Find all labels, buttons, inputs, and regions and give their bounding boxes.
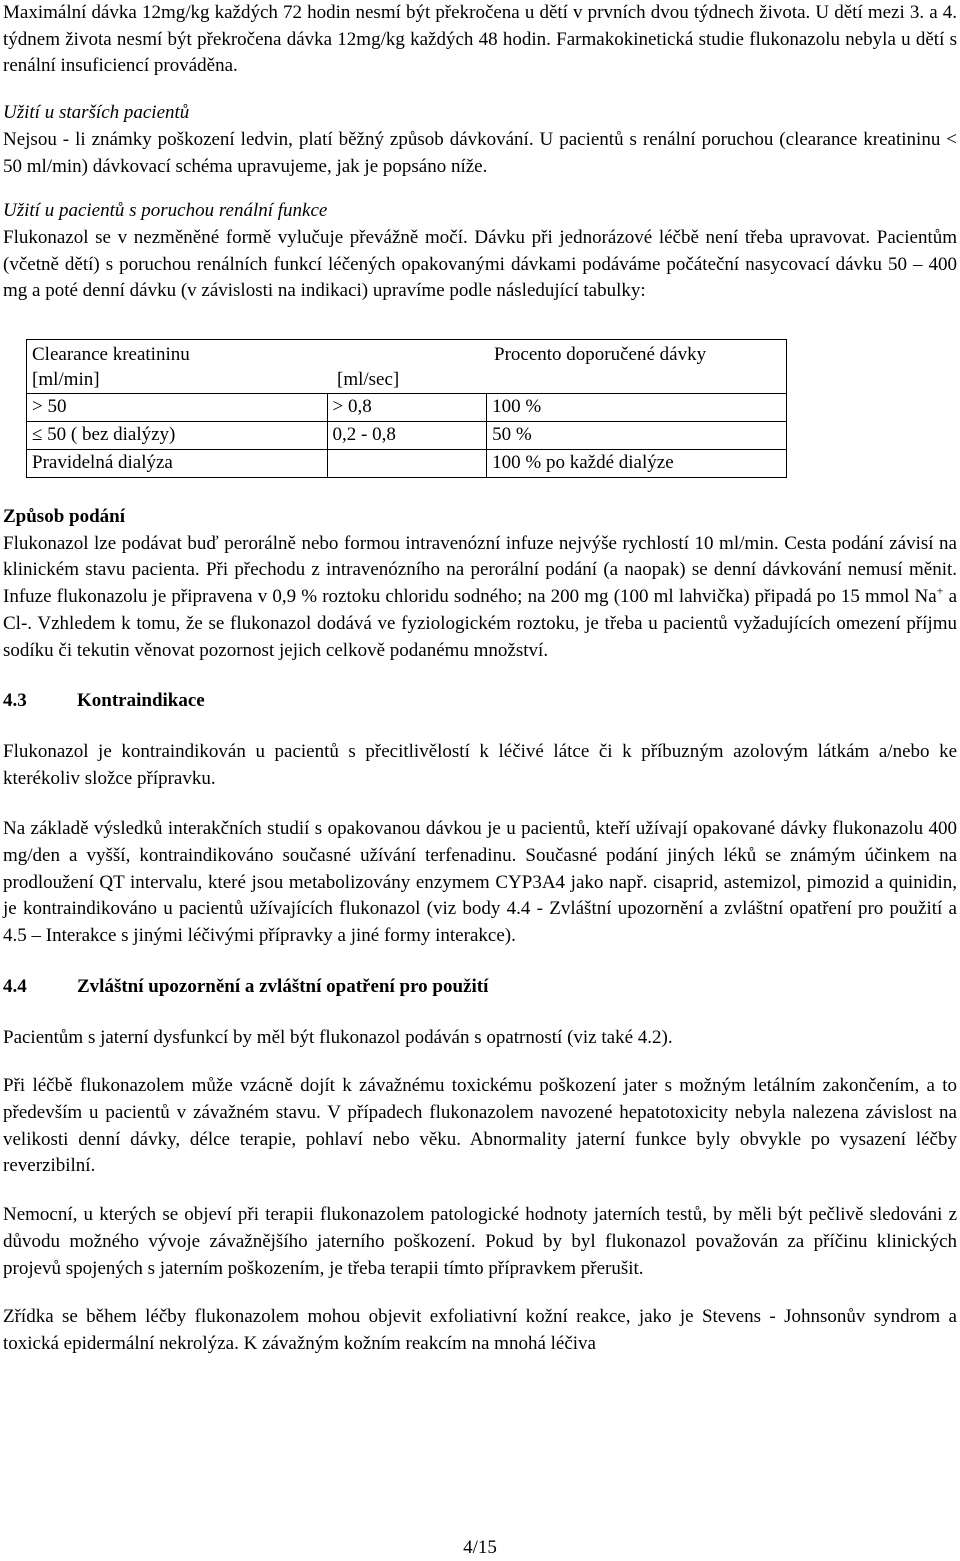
table-cell: 0,2 - 0,8 bbox=[327, 422, 487, 450]
table-row bbox=[27, 422, 787, 450]
table-cell: > 0,8 bbox=[327, 394, 487, 422]
table-header bbox=[27, 340, 787, 394]
section-number: 4.3 bbox=[3, 690, 27, 712]
table-cell: 100 % po každé dialýze bbox=[487, 450, 787, 478]
heading-administration: Způsob podání bbox=[3, 506, 125, 528]
table-cell: Pravidelná dialýza bbox=[27, 450, 328, 478]
heading-section-4-3 bbox=[3, 688, 957, 715]
paragraph-contraindications-2: Na základě výsledků interakčních studií s opakovanou dávkou je u pacientů, kteří užívají opakované dávky flukonazolu 400 mg/den a vyšší, kontraindikováno současné užívání terfenadinu. Současné podání jiných léků se známým účinkem na prodloužení QT intervalu, které jsou metabolizovány enzymem CYP3A4 jako např. cisaprid, astemizol, pimozid a quinidin, je kontraindikováno u pacientů užívajících flukonazol (viz body 4.4 - Zvláštní upozornění a zvláštní opatření pro použití a 4.5 – Interakce s jinými léčivými přípravky a jiné formy interakce). bbox=[3, 818, 957, 947]
section-number: 4.4 bbox=[3, 975, 27, 997]
paragraph-warnings-1: Pacientům s jaterní dysfunkcí by měl být flukonazol podáván s opatrností (viz také 4.2). bbox=[3, 1026, 673, 1048]
paragraph-warnings-3: Nemocní, u kterých se objeví při terapii flukonazolem patologické hodnoty jaterních testů, by měli být pečlivě sledováni z důvodu možného vývoje závažnějšího jaterního poškození. Pokud by byl flukonazol považován za příčinu klinických projevů spojených s jaterním poškozením, je třeba terapii tímto přípravkem přerušit. bbox=[3, 1204, 957, 1279]
table-cell: > 50 bbox=[27, 394, 328, 422]
header-ml-sec: [ml/sec] bbox=[337, 369, 400, 391]
table-cell: ≤ 50 ( bez dialýzy) bbox=[27, 422, 328, 450]
section-title: Zvláštní upozornění a zvláštní opatření pro použití bbox=[77, 975, 489, 997]
section-administration bbox=[3, 504, 957, 664]
heading-renal: Užití u pacientů s poruchou renální funkce bbox=[3, 200, 328, 222]
sodium-superscript: + bbox=[936, 583, 944, 598]
paragraph-contraindications-1: Flukonazol je kontraindikován u pacientů s přecitlivělostí k léčivé látce či k příbuzným azolovým látkám a/nebo ke kterékoliv složce přípravku. bbox=[3, 740, 957, 789]
heading-elderly: Užití u starších pacientů bbox=[3, 102, 190, 124]
section-elderly bbox=[3, 100, 957, 180]
paragraph-warnings-4: Zřídka se během léčby flukonazolem mohou objevit exfoliativní kožní reakce, jako je Stevens - Johnsonův syndrom a toxická epidermální nekrolýza. K závažným kožním reakcím na mnohá léčiva bbox=[3, 1306, 957, 1354]
paragraph-elderly: Nejsou - li známky poškození ledvin, platí běžný způsob dávkování. U pacientů s renální poruchou (clearance kreatininu < 50 ml/min) dávkovací schéma upravujeme, jak je popsáno níže. bbox=[3, 128, 957, 177]
page-number: 4/15 bbox=[463, 1537, 497, 1558]
paragraph-renal: Flukonazol se v nezměněné formě vylučuje převážně močí. Dávku při jednorázové léčbě není třeba upravovat. Pacientům (včetně dětí) s poruchou renálních funkcí léčených opakovanými dávkami podáváme počáteční nasycovací dávku 50 – 400 mg a poté denní dávku (v závislosti na indikaci) upravíme podle následující tabulky: bbox=[3, 226, 957, 302]
paragraph-warnings-2: Při léčbě flukonazolem může vzácně dojít k závažnému toxickému poškození jater s možným letálním zakončením, a to především u pacientů v závažném stavu. V případech flukonazolem navozené hepatotoxicity nebyla nalezena závislost na velikosti denní dávky, délce terapie, pohlaví nebo věku. Abnormality jaterní funkce byly obvykle po vysazení léčby reverzibilní. bbox=[3, 1075, 957, 1177]
header-percent: Procento doporučené dávky bbox=[494, 344, 707, 366]
section-title: Kontraindikace bbox=[77, 690, 205, 712]
heading-section-4-4 bbox=[3, 974, 957, 1001]
table-row bbox=[27, 450, 787, 478]
dose-table bbox=[26, 339, 787, 478]
admin-text-b: a Cl-. Vzhledem k tomu, že se flukonazol dodává ve fyziologickém roztoku, je třeba u pacientů vyžadujících omezení příjmu sodíku či tekutin věnovat pozornost jejich celkově podanému množství. bbox=[3, 586, 958, 661]
paragraph-administration bbox=[3, 531, 957, 665]
header-clearance: Clearance kreatininu bbox=[32, 344, 190, 366]
table-row bbox=[27, 394, 787, 422]
admin-text-a: Flukonazol lze podávat buď perorálně nebo formou intravenózní infuze nejvýše rychlostí 10 ml/min. Cesta podání závisí na klinickém stavu pacienta. Při přechodu z intravenózního na perorální podání (a naopak) se denní dávkování nemusí měnit. Infuze flukonazolu je připravena v 0,9 % roztoku chloridu sodného; na 200 mg (100 ml lahvička) připadá po 15 mmol Na bbox=[3, 532, 957, 608]
table-cell: 50 % bbox=[487, 422, 787, 450]
table-cell: 100 % bbox=[487, 394, 787, 422]
document-page bbox=[3, 0, 957, 1358]
header-ml-min: [ml/min] bbox=[32, 369, 100, 391]
section-renal bbox=[3, 198, 957, 305]
table-cell bbox=[327, 450, 487, 478]
paragraph-max-dose: Maximální dávka 12mg/kg každých 72 hodin nesmí být překročena u dětí v prvních dvou týdnech života. U dětí mezi 3. a 4. týdnem života nesmí být překročena dávka 12mg/kg každých 48 hodin. Farmakokinetická studie flukonazolu nebyla u dětí s renální insuficiencí prováděna. bbox=[3, 2, 957, 77]
